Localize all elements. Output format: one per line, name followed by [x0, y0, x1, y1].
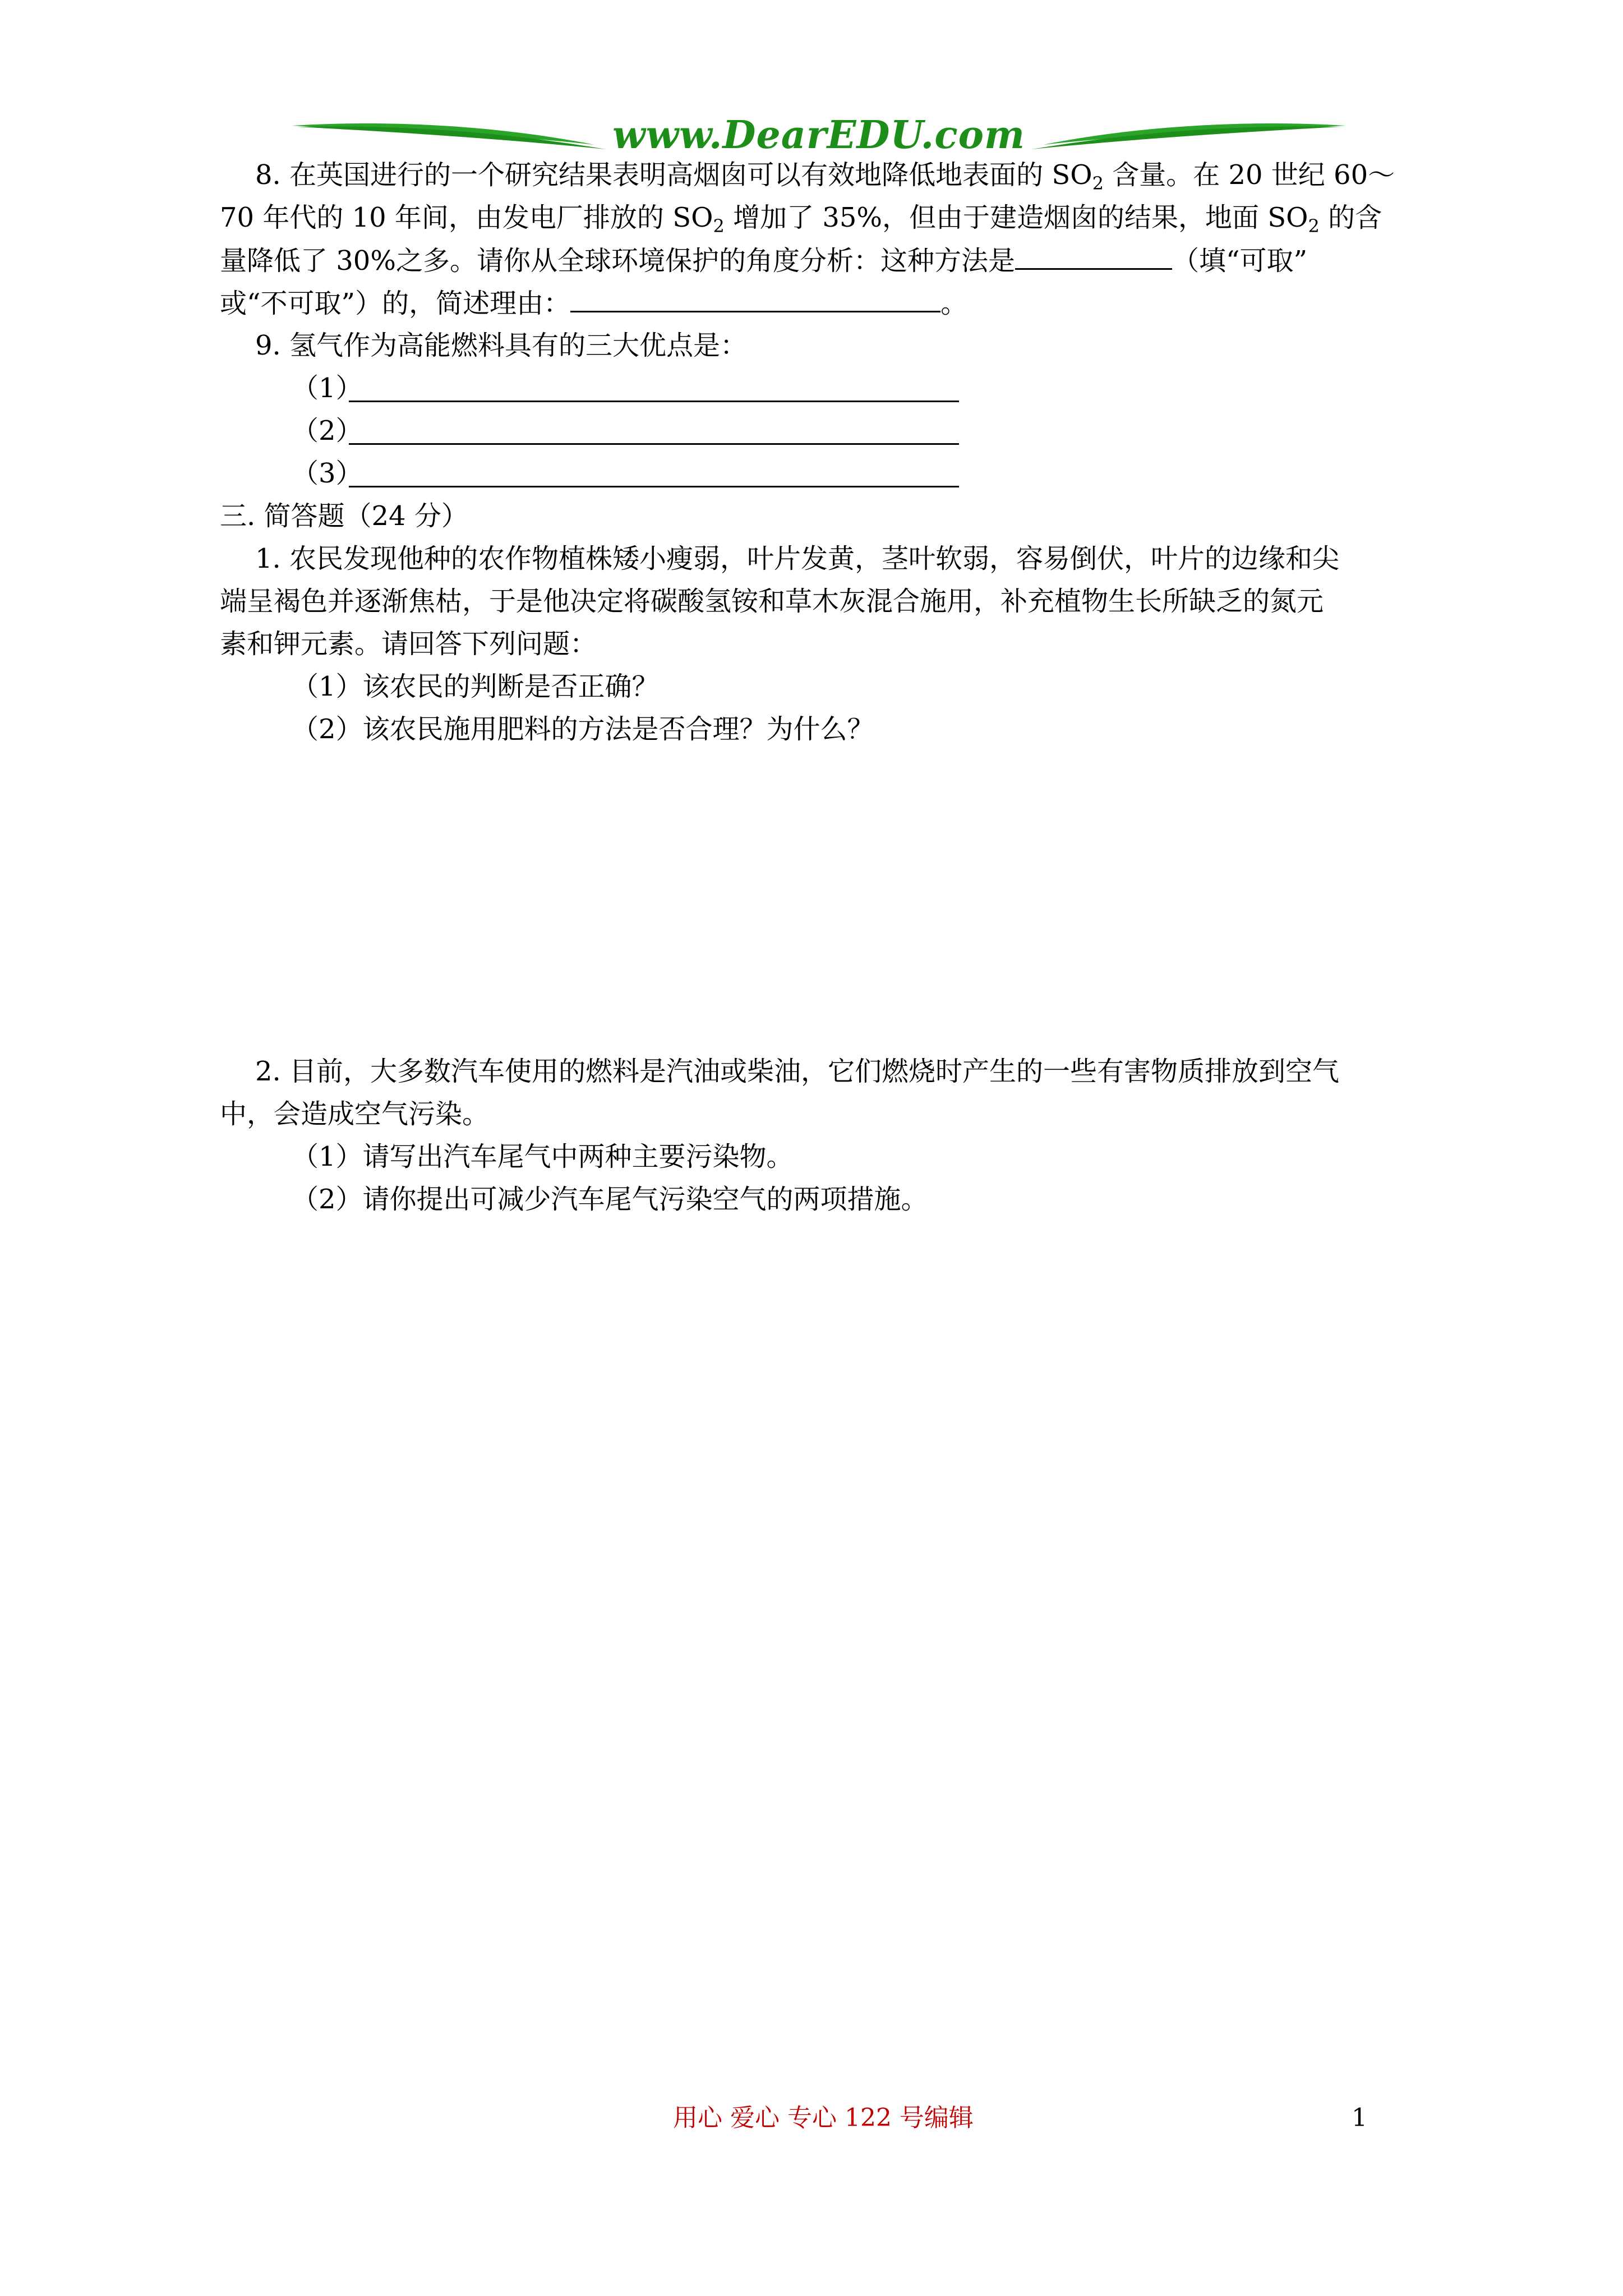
header-logo [292, 110, 1346, 160]
subscript: 2 [713, 215, 725, 237]
answer-blank[interactable] [570, 286, 940, 312]
q8-text: 的含 [1328, 202, 1382, 233]
q9-item-3: （3） [292, 458, 363, 489]
q8-text: 增加了 35%，但由于建造烟囱的结果，地面 SO [733, 202, 1308, 233]
logo-text: www.DearEDU.com [612, 113, 1025, 158]
answer-line-2[interactable] [349, 443, 959, 445]
answer-line-1[interactable] [349, 401, 959, 402]
footer-text: 用心 爱心 专心 122 号编辑 [673, 2104, 974, 2132]
q8-text: 70 年代的 10 年间，由发电厂排放的 SO [220, 202, 713, 233]
q8-text: （填“可取” [1172, 245, 1308, 277]
q8-line-2 [220, 201, 1382, 237]
s1-sub-question-1: （1）该农民的判断是否正确？ [292, 671, 659, 702]
subscript: 2 [1092, 173, 1104, 194]
q8-text: 8. 在英国进行的一个研究结果表明 [255, 159, 667, 191]
q8-text: 含量。在 20 世纪 60～ [1112, 159, 1395, 191]
answer-blank[interactable] [1015, 243, 1172, 270]
q9-stem: 9. 氢气作为高能燃料具有的三大优点是： [255, 330, 748, 361]
s1-sub-question-2: （2）该农民施用肥料的方法是否合理？为什么？ [292, 714, 874, 745]
q8-text: 。 [940, 288, 968, 319]
section-title: 三. 简答题（24 分） [220, 500, 468, 532]
q8-text: 高烟囱可以有效地降低地表面的 SO [666, 159, 1092, 191]
q8-line-4 [220, 286, 967, 320]
s1-line-1: 1. 农民发现他种的农作物植株矮小瘦弱，叶片发黄，茎叶软弱，容易倒伏，叶片的边缘和尖 [255, 543, 1340, 574]
page-number: 1 [1352, 2104, 1367, 2132]
subscript: 2 [1308, 215, 1320, 237]
q8-text: 或“不可取”）的，简述理由： [220, 288, 571, 319]
q9-item-2: （2） [292, 415, 363, 447]
q9-item-1: （1） [292, 372, 363, 404]
s1-line-2: 端呈褐色并逐渐焦枯，于是他决定将碳酸氢铵和草木灰混合施用，补充植物生长所缺乏的氮元 [220, 586, 1324, 617]
q8-line-3 [220, 243, 1307, 278]
s2-sub-question-1: （1）请写出汽车尾气中两种主要污染物。 [292, 1141, 794, 1172]
q8-text: 量降低了 30%之多。请你从全球环境保护的角度分析：这种方法是 [220, 245, 1015, 277]
s2-line-2: 中，会造成空气污染。 [220, 1098, 490, 1130]
s1-line-3: 素和钾元素。请回答下列问题： [220, 628, 597, 660]
q8-line-1 [255, 158, 1395, 192]
answer-line-3[interactable] [349, 486, 959, 487]
s2-sub-question-2: （2）请你提出可减少汽车尾气污染空气的两项措施。 [292, 1184, 928, 1215]
s2-line-1: 2. 目前，大多数汽车使用的燃料是汽油或柴油，它们燃烧时产生的一些有害物质排放到空气 [255, 1056, 1340, 1087]
